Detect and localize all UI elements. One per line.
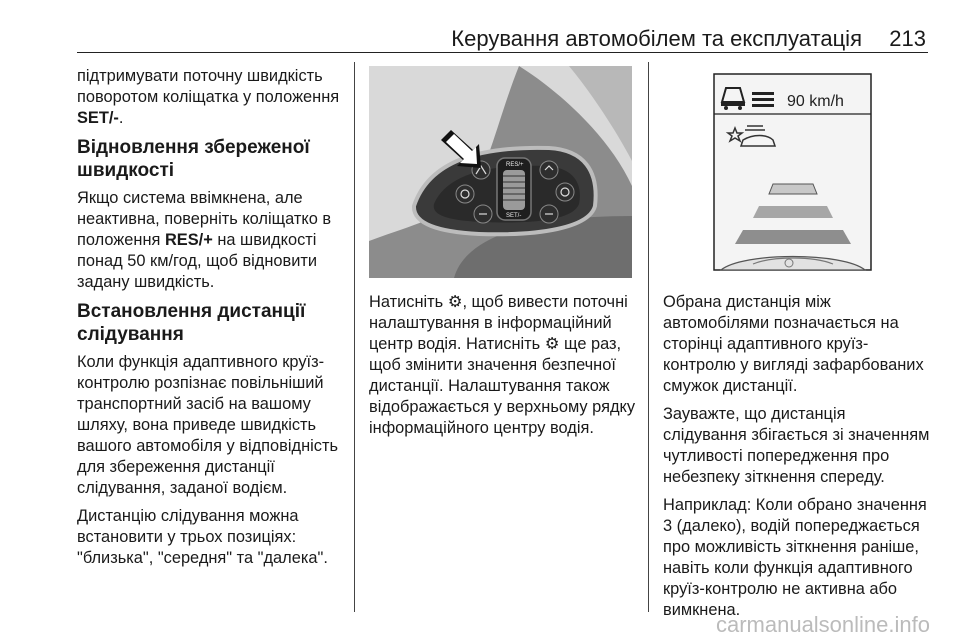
text: , щоб вивести поточні налаштування в інформаційний центр водія. Натисніть — [369, 293, 628, 353]
paragraph-resume — [77, 188, 347, 293]
res-plus-label: RES/+ — [164, 231, 213, 249]
text: на швидкості понад 50 км/год, щоб відновити задану швидкість. — [77, 231, 318, 291]
distance-bar-3 — [735, 230, 851, 244]
wheel-label-res: RES/+ — [506, 162, 524, 168]
distance-bar-2 — [753, 206, 833, 218]
distance-display-figure — [663, 66, 927, 278]
steering-wheel-illustration — [369, 66, 632, 278]
set-minus-label: SET/- — [77, 109, 119, 127]
text: підтримувати поточну швидкість поворотом коліщатка у положення — [77, 67, 340, 106]
page-number: 213 — [889, 26, 926, 51]
text: . — [118, 109, 124, 127]
steering-wheel-figure — [369, 66, 632, 278]
distance-bar-1 — [769, 184, 817, 194]
header-rule — [77, 52, 928, 53]
gap-bars-icon — [752, 92, 774, 107]
distance-display-illustration — [663, 66, 927, 278]
paragraph-adaptive: Коли функція адаптивного круїз-контролю розпізнає повільніший транспортний засіб на вашому шляху, вона приведе швидкість вашого автомобіля у відповідність для збереження дистанції слідування, заданої водієм. — [77, 353, 339, 497]
text: Натисніть — [369, 293, 448, 311]
page-header — [0, 0, 960, 62]
text: ще раз, щоб змінити значення безпечної дистанції. Налаштування також відображається у верхньому рядку інформаційного центру водія. — [369, 335, 636, 437]
paragraph-press-button — [369, 292, 639, 439]
heading-follow-distance: Встановлення дистанції слідування — [77, 301, 306, 345]
text: Якщо система ввімкнена, але неактивна, поверніть коліщатко в положення — [77, 189, 332, 249]
column-divider-1 — [354, 62, 355, 612]
header-title: Керування автомобілем та експлуатація — [451, 26, 862, 51]
column-divider-2 — [648, 62, 649, 612]
paragraph-positions: Дистанцію слідування можна встановити у трьох позиціях: "близька", "середня" та "далека". — [77, 507, 328, 567]
wheel-label-set: SET/- — [506, 213, 522, 219]
column-2 — [369, 292, 639, 446]
display-speed: 90 km/h — [787, 93, 844, 110]
paragraph-note: Зауважте, що дистанція слідування збігається зі значенням чутливості попередження про небезпеку зіткнення спереду. — [663, 405, 930, 486]
paragraph-set-speed — [77, 66, 347, 129]
column-3 — [663, 292, 933, 628]
paragraph-example: Наприклад: Коли обрано значення 3 (далеко), водій попереджається про можливість зіткнення раніше, навіть коли функція адаптивного круїз-контролю не активна або вимкнена. — [663, 496, 927, 619]
heading-resume-speed: Відновлення збереженої швидкості — [77, 137, 310, 181]
footer-watermark: carmanualsonline.info — [715, 612, 930, 637]
follow-distance-icon: ⚙ — [447, 293, 463, 311]
follow-distance-icon: ⚙ — [544, 335, 560, 353]
paragraph-selected-distance: Обрана дистанція між автомобілями позначається на сторінці адаптивного круїз-контролю у вигляді зафарбованих смужок дистанції. — [663, 293, 924, 395]
column-1 — [77, 66, 347, 576]
